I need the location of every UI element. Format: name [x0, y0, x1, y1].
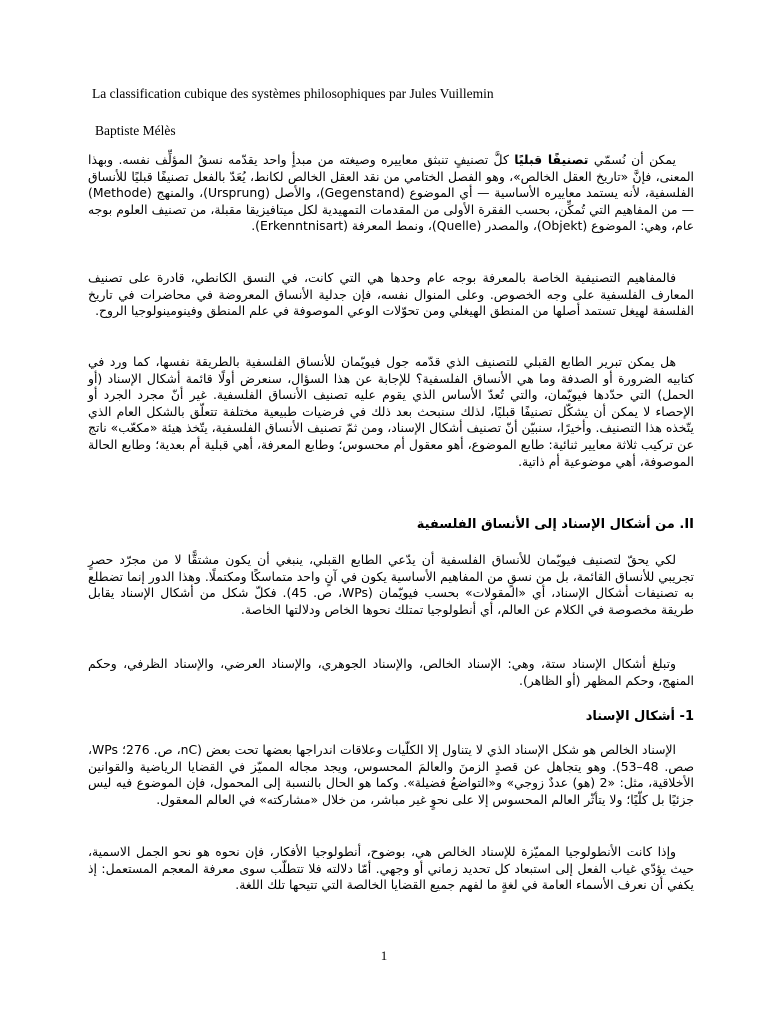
- document-author: Baptiste Mélès: [95, 123, 176, 138]
- page-number: 1: [380, 948, 388, 963]
- paragraph-6: [88, 742, 694, 808]
- paragraph-1: [88, 152, 694, 235]
- paragraph-4: [88, 552, 694, 618]
- paragraph-4-text: لكي يحقّ لتصنيف فيويّمان للأنساق الفلسفية أن يدّعي الطابع القبلي، ينبغي أن يكون مشتقًّا لا من مجرّد حصرٍ تجريبي للأنساق القائمة، بل من نسقٍ من المفاهيم الأساسية يكون في آنٍ واحد متماسكًا ومكتملًا. وهذا الدور إنما تضطلع به تصنيفات أشكال الإسناد، أي «المقولات» بحسب فيويّمان (WPs، ص. 45). فكلّ شكل من أشكال الإسناد يقابل طريقة مخصوصة في الكلام عن العالم، أي أنطولوجيا تمتلك نحوها الخاص ودلالتها الخاصة.: [88, 552, 694, 617]
- document-title: La classification cubique des systèmes philosophiques par Jules Vuillemin: [92, 86, 494, 101]
- paragraph-2: [88, 270, 694, 320]
- paragraph-6-text: الإسناد الخالص هو شكل الإسناد الذي لا يتناول إلا الكلّيات وعلاقات اندراجها بعضها تحت بعض (nC، ص. 276؛ WPs، صص. 48–53). وهو يتجاهل عن قصدٍ الزمنَ والعالمَ المحسوس، ويجد مجاله المميّز في القضايا الرياضية والقوانين الأخلاقية، مثل: «2 (هو) عددٌ زوجي» و«التواضعُ فضيلة». وكما هو الحال بالنسبة إلى المحمول، فإن الموضوع فيه ليس جزئيًا بل كلّيًا؛ ولا يتأثّر العالم المحسوس إلا على نحوٍ غير مباشر، من خلال «مشاركته» في العالم المعقول.: [88, 742, 694, 807]
- paragraph-7-text: وإذا كانت الأنطولوجيا المميّزة للإسناد الخالص هي، بوضوح، أنطولوجيا الأفكار، فإن نحوه هو نحو الجمل الاسمية، حيث يؤدّي غياب الفعل إلى استبعاد كل تحديد زماني أو وجهي. أمّا دلالته فلا تتطلّب سوى معرفة المعجم المستعمل: إذ يكفي أن نعرف الأسماء العامة في لغةٍ ما لفهم جميع القضايا الخالصة التي تتيحها تلك اللغة.: [88, 844, 694, 893]
- paragraph-3: [88, 354, 694, 470]
- paragraph-1-intro: يمكن أن نُسمّي: [588, 152, 676, 167]
- paragraph-5-text: وتبلغ أشكال الإسناد ستة، وهي: الإسناد الخالص، والإسناد الجوهري، والإسناد العرضي، والإسناد الظرفي، وحكم المنهج، وحكم المظهر (أو الظاهر).: [88, 656, 694, 688]
- paragraph-1-term: تصنيفًا قبليًا: [514, 152, 589, 167]
- paragraph-7: [88, 844, 694, 894]
- section-heading-2: II. من أشكال الإسناد إلى الأنساق الفلسفية: [416, 517, 694, 532]
- paragraph-1-rest: كلَّ تصنيفٍ تنبثق معاييره وصيغته من مبدأٍ واحد يقدّمه نسقُ المؤلِّف نفسه. وبهذا المعنى، فإنَّ «تاريخ العقل الخالص»، وهو الفصل الختامي من نقد العقل الخالص لكانط، يُعَدّ بالفعل تصنيفًا قبليًا للأنساق الفلسفية، لأنه يستمد معاييره الأساسية — أي الموضوع (Gegenstand)، والأصل (Ursprung)، والمنهج (Methode) — من المفاهيم التي تُمكِّن، بحسب الفقرة الأولى من المقدمات التمهيدية لكل ميتافيزيقا مقبلة، من تصنيف العلوم بوجه عام، وهي: الموضوع (Objekt)، والمصدر (Quelle)، ونمط المعرفة (Erkenntnisart).: [88, 152, 694, 234]
- paragraph-5: [88, 656, 694, 689]
- paragraph-3-text: هل يمكن تبرير الطابع القبلي للتصنيف الذي قدّمه جول فيويّمان للأنساق الفلسفية بالطريقة نفسها، كما ورد في كتابيه الضرورة أو الصدفة وما هي الأنساق الفلسفية؟ للإجابة عن هذا السؤال، سنعرض أولًا قائمة أشكال الإسناد (أو الحمل) التي حدّدها فيويّمان، والتي تُعدّ الأساس الذي يقوم عليه تصنيف الأنساق الفلسفية. غير أنّ مجرد الجرد أو الإحصاء لا يمكن أن يشكّل تصنيفًا قبليًا، لذلك سنبحث بعد ذلك في فرضيات طبيعية مختلفة تتعلّق بالشكل العام الذي يتّخذه هذا التصنيف. وأخيرًا، سنبيّن أنّ تصنيف أشكال الإسناد، ومن ثمّ تصنيف الأنساق الفلسفية، يتّخذ هيئة «مكعّب» ناتج عن تركيب ثلاثة معايير ثنائية: طابع الموضوع، أهو معقول أم محسوس؛ وطابع المعرفة، أهي قبلية أم بعدية؛ وطابع الحالة الموصوفة، أهي موضوعية أم ذاتية.: [88, 354, 694, 469]
- subsection-heading-1: 1- أشكال الإسناد: [585, 709, 694, 724]
- paragraph-2-text: فالمفاهيم التصنيفية الخاصة بالمعرفة بوجه عام وحدها هي التي كانت، في النسق الكانطي، قادرة على تصنيف المعارف الفلسفية على وجه الخصوص. وعلى المنوال نفسه، فإن جدلية الأنساق المعروضة في محاضرات في تاريخ الفلسفة لهيغل تستمد أصلها من المنطق الهيغلي ومن تحوّلات الوعي الموصوفة في علم المنطق وفينومينولوجيا الروح.: [88, 270, 694, 319]
